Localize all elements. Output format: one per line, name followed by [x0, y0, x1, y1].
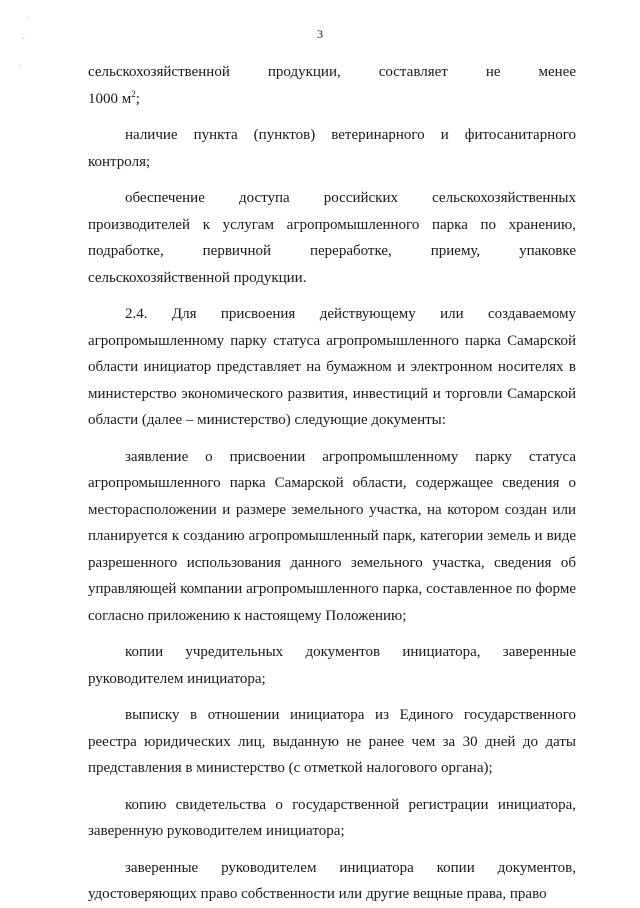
scan-mark: ˙: [22, 37, 26, 48]
paragraph-certificate: копию свидетельства о государственной регистрации инициатора, заверенную руководителем инициатора;: [88, 796, 576, 839]
word: действующему: [319, 306, 416, 322]
scan-mark: ·: [18, 61, 22, 72]
word: инициатора: [339, 859, 414, 876]
word: заверенные: [125, 859, 199, 876]
paragraph-section-2-4: агропромышленному парку статуса агропромышленного парка Самарской области инициатор представляет на бумажном и электронном носителях в министерство экономического развития, инвестиций и торговли Самарской области (далее – министерство) следующие документы:: [88, 332, 576, 428]
text-line: [88, 855, 576, 882]
word: ветеринарного: [331, 127, 425, 143]
word: копии: [436, 859, 475, 876]
paragraph-application: заявление о присвоении агропромышленному парку статуса агропромышленного парка Самарской области, содержащее сведения о месторасположении и размере земельного участка, на котором создан или планируется к созданию агропромышленный парк, категории земель и виде разрешенного использования данного земельного участка, сведения об управляющей компании агропромышленного парка, составленное по форме согласно приложению к настоящему Положению;: [88, 448, 576, 624]
text-line: контроля;: [88, 153, 151, 170]
scan-mark: ·: [27, 13, 31, 24]
superscript: 2: [131, 88, 136, 99]
word: учредительных: [185, 644, 284, 660]
text-line: [88, 86, 576, 113]
word: продукции,: [267, 64, 341, 80]
section-number: 2.4.: [125, 306, 148, 322]
word: пункта: [193, 127, 238, 143]
word: и: [440, 127, 449, 143]
text-line: [88, 59, 576, 86]
word: или: [440, 306, 464, 322]
word: менее: [538, 64, 576, 80]
document-body: [88, 59, 576, 908]
area-value: 1000 м: [88, 90, 132, 107]
word: фитосанитарного: [464, 127, 576, 143]
word: наличие: [125, 127, 178, 143]
text-line: руководителем инициатора;: [88, 670, 266, 687]
text-line: [88, 639, 576, 666]
paragraph-access: обеспечение доступа российских сельскохозяйственных производителей к услугам агропромышленного парка по хранению, подработке, первичной переработке, приему, упаковке сельскохозяйственной продукции.: [88, 190, 576, 286]
word: сельскохозяйственной: [88, 64, 230, 80]
word: документов: [305, 644, 381, 660]
page-number: 3: [317, 27, 323, 41]
word: присвоения: [220, 306, 296, 322]
text-line: удостоверяющих право собственности или другие вещные права, право: [88, 886, 547, 902]
word: не: [485, 64, 501, 80]
word: создаваемому: [487, 306, 576, 322]
word: инициатора,: [402, 644, 481, 660]
punctuation: ;: [135, 90, 140, 107]
text-line: [88, 122, 576, 149]
text-line: [88, 301, 576, 328]
word: (пунктов): [253, 127, 316, 143]
word: заверенные: [502, 644, 576, 660]
word: составляет: [378, 64, 448, 80]
word: Для: [171, 306, 197, 322]
word: документов,: [497, 859, 576, 876]
word: копии: [125, 644, 164, 660]
paragraph-extract: выписку в отношении инициатора из Единого государственного реестра юридических лиц, выданную не ранее чем за 30 дней до даты представления в министерство (с отметкой налогового органа);: [88, 707, 576, 776]
word: руководителем: [221, 859, 317, 876]
